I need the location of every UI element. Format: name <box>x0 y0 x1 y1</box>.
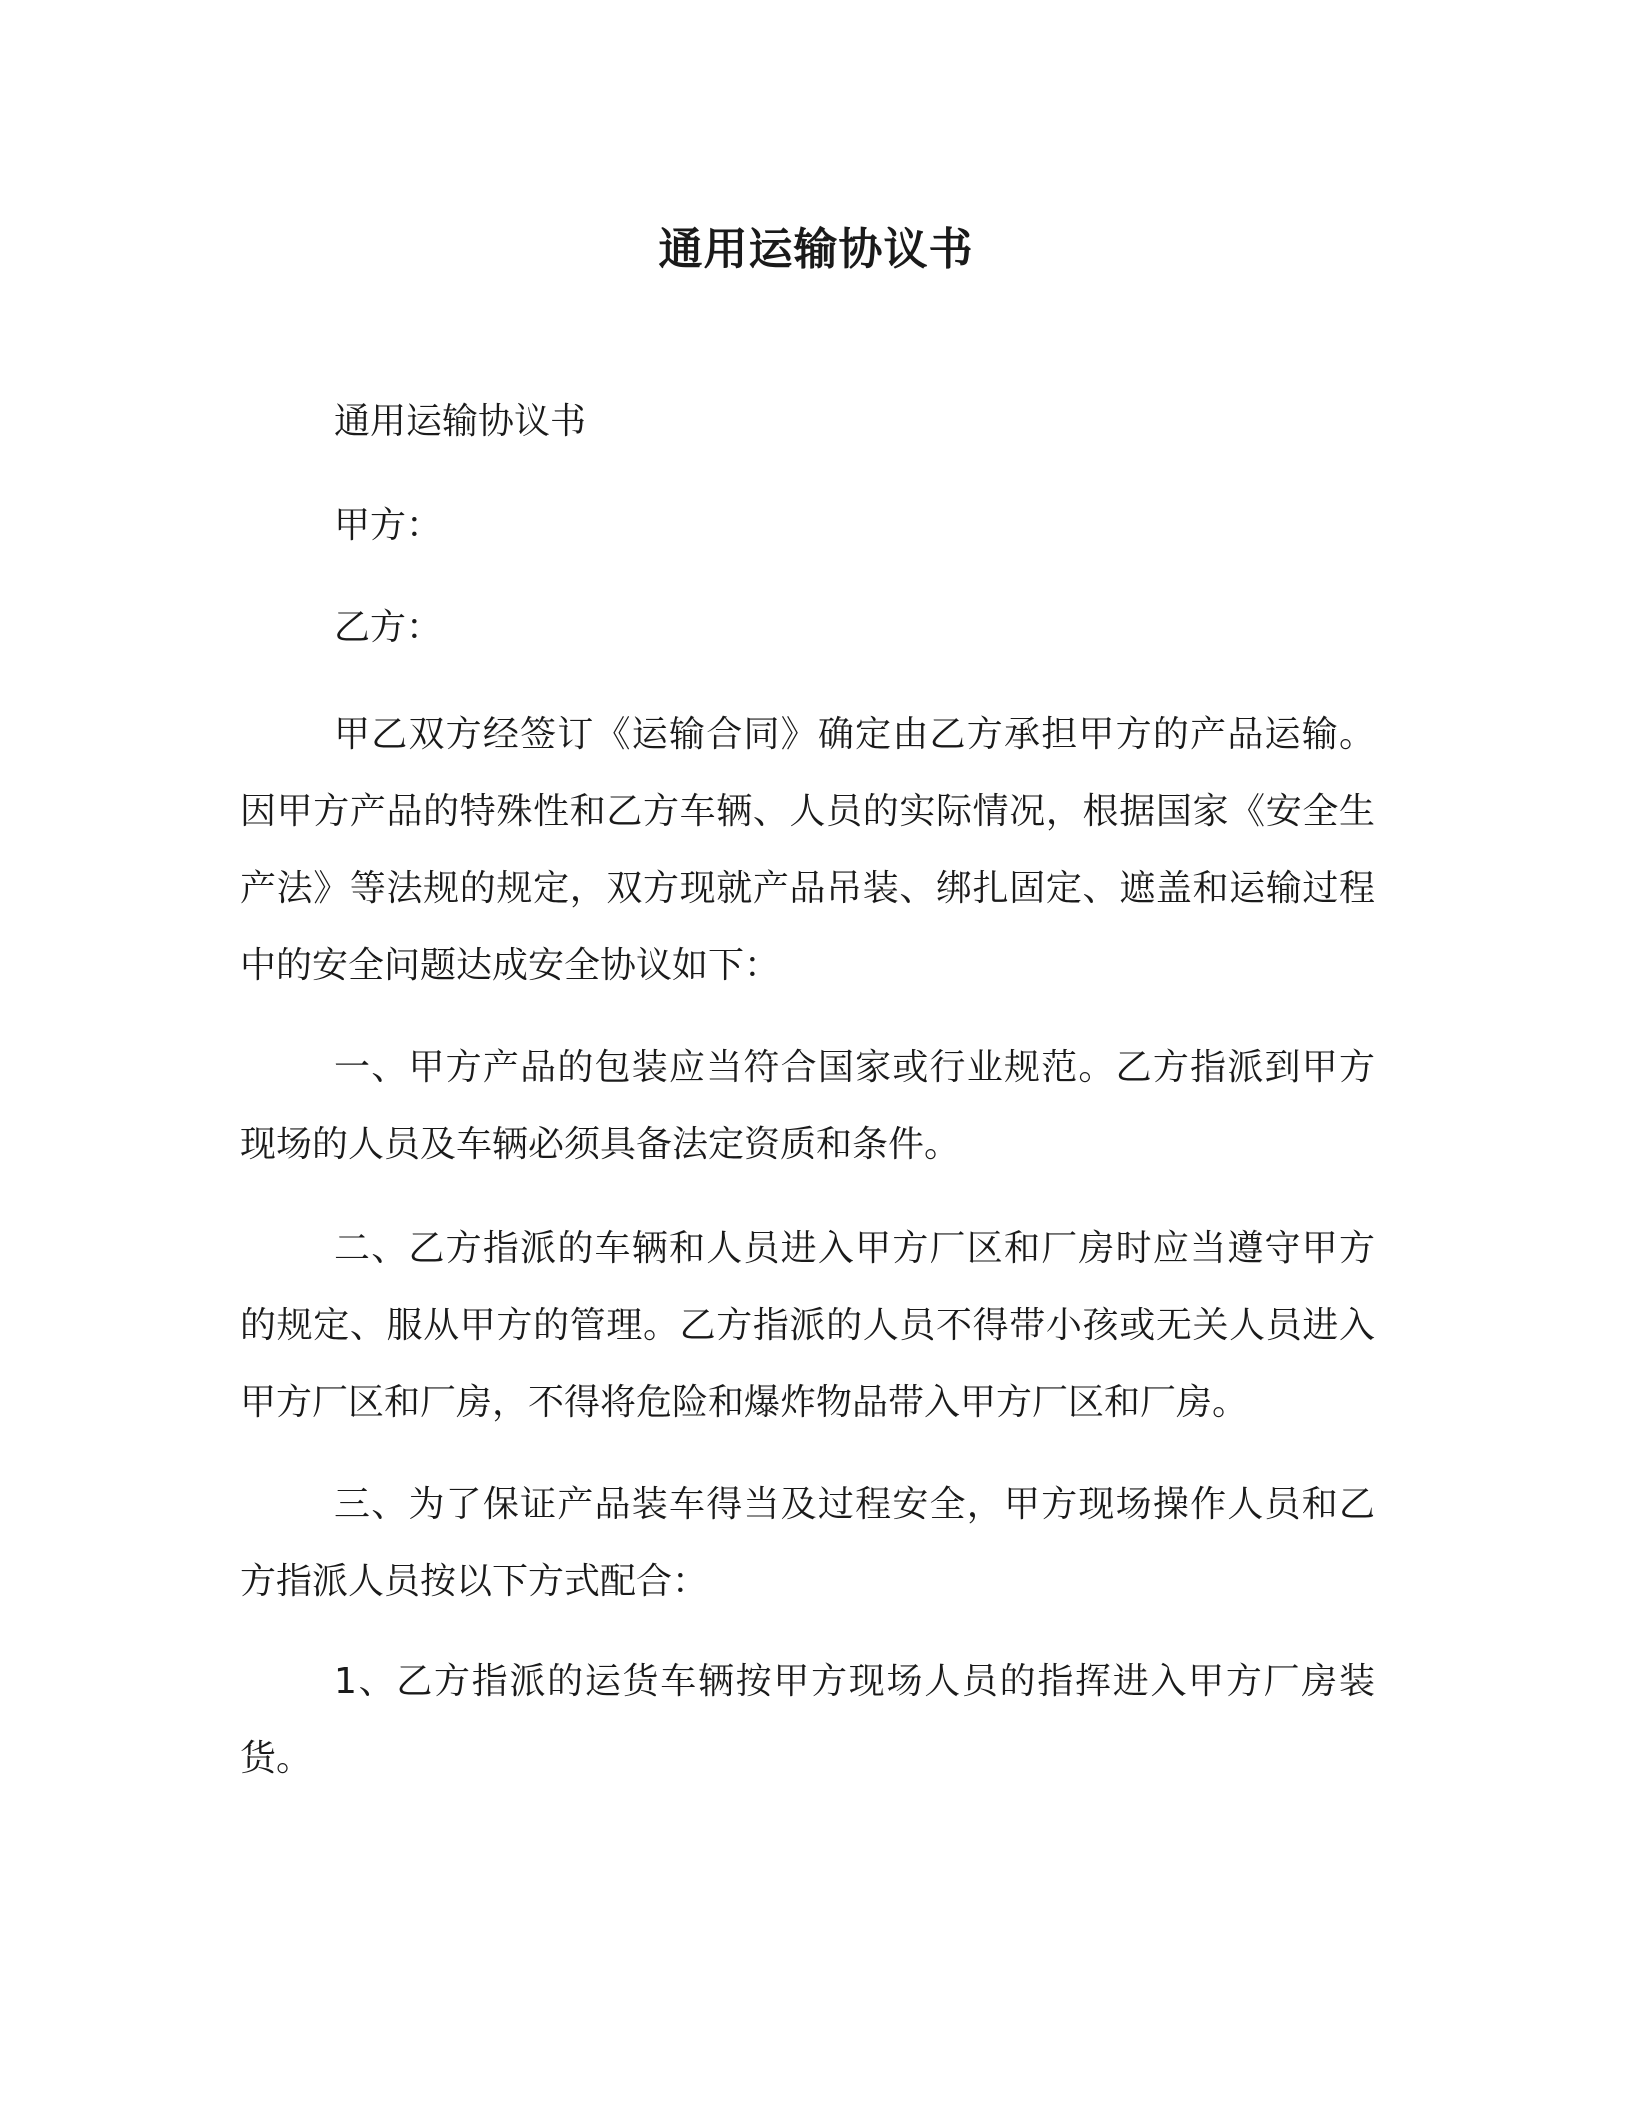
party-b-label: 乙方： <box>334 607 443 648</box>
paragraph-item-1 <box>240 1643 1375 1797</box>
party-a-label: 甲方： <box>334 505 443 546</box>
paragraph-text: 甲乙双方经签订《运输合同》确定由乙方承担甲方的产品运输。因甲方产品的特殊性和乙方车辆、人员的实际情况，根据国家《安全生产法》等法规的规定，双方现就产品吊装、绑扎固定、遮盖和运输过程中的安全问题达成安全协议如下： <box>240 714 1375 986</box>
paragraph-clause-1 <box>240 1029 1375 1183</box>
document-title: 通用运输协议书 <box>658 224 974 275</box>
paragraph-clause-2 <box>240 1210 1375 1441</box>
paragraph-text: 二、乙方指派的车辆和人员进入甲方厂区和厂房时应当遵守甲方的规定、服从甲方的管理。乙方指派的人员不得带小孩或无关人员进入甲方厂区和厂房，不得将危险和爆炸物品带入甲方厂区和厂房。 <box>240 1228 1375 1423</box>
paragraph-text: 三、为了保证产品装车得当及过程安全，甲方现场操作人员和乙方指派人员按以下方式配合： <box>240 1484 1375 1602</box>
paragraph-text: 1、乙方指派的运货车辆按甲方现场人员的指挥进入甲方厂房装货。 <box>240 1661 1375 1779</box>
paragraph-text: 一、甲方产品的包装应当符合国家或行业规范。乙方指派到甲方现场的人员及车辆必须具备法定资质和条件。 <box>240 1047 1375 1165</box>
document-subtitle: 通用运输协议书 <box>334 401 587 442</box>
paragraph-intro <box>240 696 1375 1004</box>
paragraph-clause-3 <box>240 1466 1375 1620</box>
